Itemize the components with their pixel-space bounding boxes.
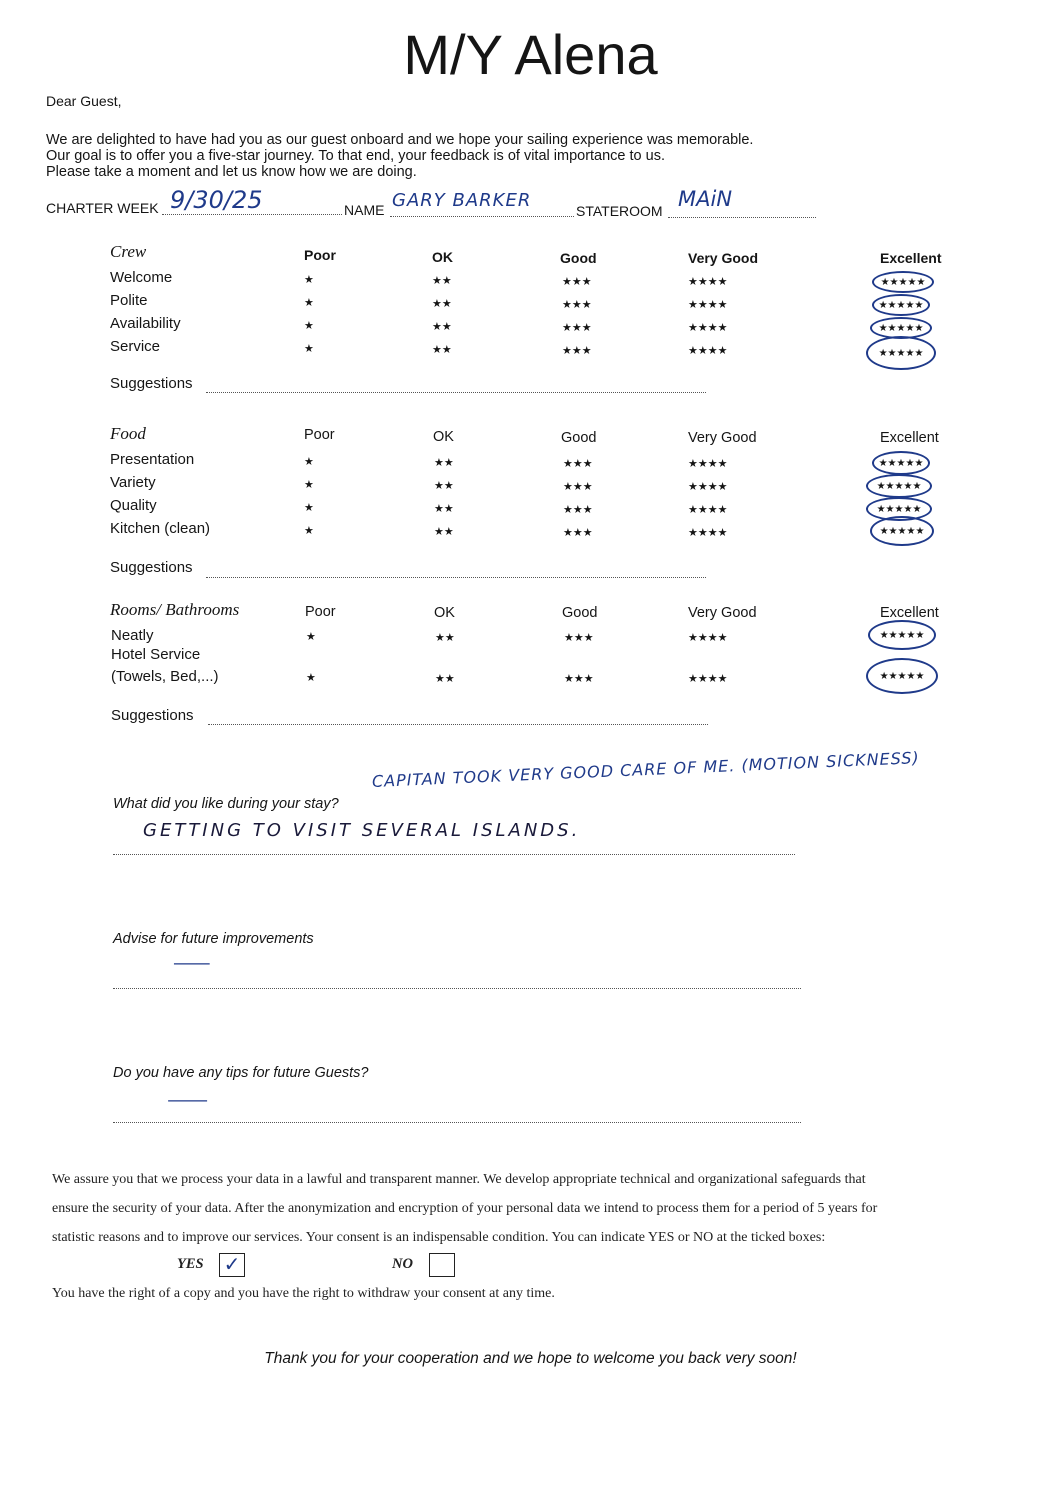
- yes-checkbox[interactable]: [219, 1253, 245, 1277]
- rating-poor[interactable]: ★: [304, 274, 314, 286]
- row-label-service: Service: [110, 338, 161, 355]
- rating-ok[interactable]: ★★: [434, 503, 454, 515]
- rating-good[interactable]: ★★★: [564, 673, 594, 685]
- row-label-presentation: Presentation: [110, 451, 195, 468]
- col-good: Good: [562, 605, 598, 621]
- row-label-hotel-service-detail: (Towels, Bed,...): [111, 668, 219, 685]
- col-very-good: Very Good: [688, 605, 757, 621]
- suggestions-field-food[interactable]: [206, 563, 706, 578]
- rating-ok[interactable]: ★★: [432, 298, 452, 310]
- rating-poor[interactable]: ★: [306, 672, 316, 684]
- greeting: Dear Guest,: [46, 93, 122, 109]
- rating-ok[interactable]: ★★: [435, 632, 455, 644]
- col-poor: Poor: [304, 427, 335, 443]
- rating-good[interactable]: ★★★: [564, 632, 594, 644]
- question-improvements: Advise for future improvements: [113, 931, 314, 947]
- col-very-good: Very Good: [688, 430, 757, 446]
- rating-ok[interactable]: ★★: [434, 526, 454, 538]
- rating-very-good[interactable]: ★★★★: [688, 632, 728, 644]
- rating-poor[interactable]: ★: [304, 297, 314, 309]
- name-field[interactable]: [390, 190, 574, 217]
- rating-good[interactable]: ★★★: [563, 527, 593, 539]
- suggestions-label: Suggestions: [111, 707, 194, 724]
- stateroom-value: MAiN: [678, 187, 733, 211]
- rating-excellent-selected[interactable]: ★★★★★: [866, 658, 938, 694]
- rating-excellent-selected[interactable]: ★★★★★: [872, 271, 934, 293]
- answer-improvements: —: [172, 953, 212, 974]
- row-label-neatly: Neatly: [111, 627, 154, 644]
- charter-week-label: CHARTER WEEK: [46, 200, 159, 216]
- rating-excellent-selected[interactable]: ★★★★★: [870, 317, 932, 339]
- name-value: GARY BARKER: [392, 190, 532, 211]
- rating-good[interactable]: ★★★: [563, 458, 593, 470]
- suggestions-field-rooms[interactable]: [208, 710, 708, 725]
- rating-ok[interactable]: ★★: [435, 673, 455, 685]
- rating-excellent-selected[interactable]: ★★★★★: [866, 336, 936, 370]
- check-icon: ✓: [223, 1254, 241, 1276]
- stateroom-field[interactable]: [668, 187, 816, 218]
- name-label: NAME: [344, 202, 385, 218]
- suggestions-label: Suggestions: [110, 375, 193, 392]
- rating-good[interactable]: ★★★: [563, 504, 593, 516]
- col-ok: OK: [432, 249, 453, 265]
- no-checkbox[interactable]: [429, 1253, 455, 1277]
- rating-ok[interactable]: ★★: [434, 480, 454, 492]
- rating-very-good[interactable]: ★★★★: [688, 299, 728, 311]
- rating-very-good[interactable]: ★★★★: [688, 673, 728, 685]
- suggestions-field-crew[interactable]: [206, 378, 706, 393]
- intro-line: We are delighted to have had you as our guest onboard and we hope your sailing experience was memorable.: [46, 132, 754, 148]
- rating-good[interactable]: ★★★: [562, 322, 592, 334]
- rating-good[interactable]: ★★★: [562, 276, 592, 288]
- row-label-kitchen: Kitchen (clean): [110, 520, 211, 537]
- col-excellent: Excellent: [880, 250, 942, 266]
- yes-label: YES: [177, 1256, 204, 1272]
- page-title: M/Y Alena: [403, 23, 658, 86]
- section-title-rooms: Rooms/ Bathrooms: [110, 600, 240, 619]
- section-title-crew: Crew: [110, 242, 147, 261]
- rating-poor[interactable]: ★: [304, 479, 314, 491]
- rating-very-good[interactable]: ★★★★: [688, 504, 728, 516]
- answer-tips: —: [166, 1090, 210, 1111]
- no-label: NO: [392, 1256, 413, 1272]
- rating-very-good[interactable]: ★★★★: [688, 345, 728, 357]
- rating-ok[interactable]: ★★: [432, 344, 452, 356]
- stateroom-label: STATEROOM: [576, 203, 663, 219]
- privacy-line: statistic reasons and to improve our services. Your consent is an indispensable condition. You can indicate YES or NO at the ticked boxes:: [52, 1230, 826, 1245]
- rating-good[interactable]: ★★★: [563, 481, 593, 493]
- col-excellent: Excellent: [880, 430, 939, 446]
- rating-very-good[interactable]: ★★★★: [688, 322, 728, 334]
- rating-excellent-selected[interactable]: ★★★★★: [872, 294, 930, 316]
- rating-poor[interactable]: ★: [304, 343, 314, 355]
- section-title-food: Food: [110, 424, 146, 443]
- rating-poor[interactable]: ★: [304, 525, 314, 537]
- intro-line: Our goal is to offer you a five-star journey. To that end, your feedback is of vital importance to us.: [46, 148, 665, 164]
- question-liked: What did you like during your stay?: [113, 796, 339, 812]
- privacy-line: We assure you that we process your data in a lawful and transparent manner. We develop appropriate technical and organizational safeguards that: [52, 1172, 866, 1187]
- row-label-welcome: Welcome: [110, 269, 173, 286]
- rating-poor[interactable]: ★: [304, 502, 314, 514]
- rating-good[interactable]: ★★★: [562, 299, 592, 311]
- row-label-variety: Variety: [110, 474, 156, 491]
- rating-ok[interactable]: ★★: [432, 321, 452, 333]
- rating-poor[interactable]: ★: [306, 631, 316, 643]
- closing-message: Thank you for your cooperation and we hope to welcome you back very soon!: [264, 1350, 797, 1367]
- rating-excellent-selected[interactable]: ★★★★★: [866, 497, 932, 521]
- rights-notice: You have the right of a copy and you have the right to withdraw your consent at any time.: [52, 1286, 555, 1301]
- question-tips: Do you have any tips for future Guests?: [113, 1065, 369, 1081]
- privacy-notice: [52, 1165, 1022, 1252]
- rating-excellent-selected[interactable]: ★★★★★: [870, 516, 934, 546]
- row-label-hotel-service: Hotel Service: [111, 646, 201, 663]
- col-ok: OK: [434, 605, 455, 621]
- rating-very-good[interactable]: ★★★★: [688, 458, 728, 470]
- col-very-good: Very Good: [688, 250, 759, 266]
- row-label-quality: Quality: [110, 497, 157, 514]
- answer-field-tips[interactable]: [113, 1108, 801, 1123]
- rating-excellent-selected[interactable]: ★★★★★: [872, 451, 930, 475]
- rating-ok[interactable]: ★★: [434, 457, 454, 469]
- rating-very-good[interactable]: ★★★★: [688, 481, 728, 493]
- rating-poor[interactable]: ★: [304, 456, 314, 468]
- charter-week-field[interactable]: [162, 186, 342, 215]
- rating-very-good[interactable]: ★★★★: [688, 276, 728, 288]
- answer-liked-line1: CAPITAN TOOK VERY GOOD CARE OF ME. (MOTION SICKNESS): [371, 748, 921, 791]
- rating-good[interactable]: ★★★: [562, 345, 592, 357]
- row-label-availability: Availability: [110, 315, 181, 332]
- col-ok: OK: [433, 429, 454, 445]
- rating-ok[interactable]: ★★: [432, 275, 452, 287]
- answer-field-improvements[interactable]: [113, 974, 801, 989]
- rating-excellent-selected[interactable]: ★★★★★: [868, 620, 936, 650]
- col-good: Good: [561, 430, 597, 446]
- row-label-polite: Polite: [110, 292, 148, 309]
- intro-text: [46, 132, 946, 180]
- rating-excellent-selected[interactable]: ★★★★★: [866, 474, 932, 498]
- answer-field-liked[interactable]: [113, 840, 795, 855]
- answer-liked-line2: GETTING TO VISIT SEVERAL ISLANDS.: [143, 820, 581, 841]
- col-poor: Poor: [305, 604, 336, 620]
- suggestions-label: Suggestions: [110, 559, 193, 576]
- rating-very-good[interactable]: ★★★★: [688, 527, 728, 539]
- col-good: Good: [560, 250, 597, 266]
- privacy-line: ensure the security of your data. After the anonymization and encryption of your personal data we intend to process them for a period of 5 years for: [52, 1201, 878, 1216]
- charter-week-value: 9/30/25: [170, 186, 263, 214]
- col-excellent: Excellent: [880, 605, 939, 621]
- rating-poor[interactable]: ★: [304, 320, 314, 332]
- intro-line: Please take a moment and let us know how we are doing.: [46, 164, 417, 180]
- col-poor: Poor: [304, 247, 336, 263]
